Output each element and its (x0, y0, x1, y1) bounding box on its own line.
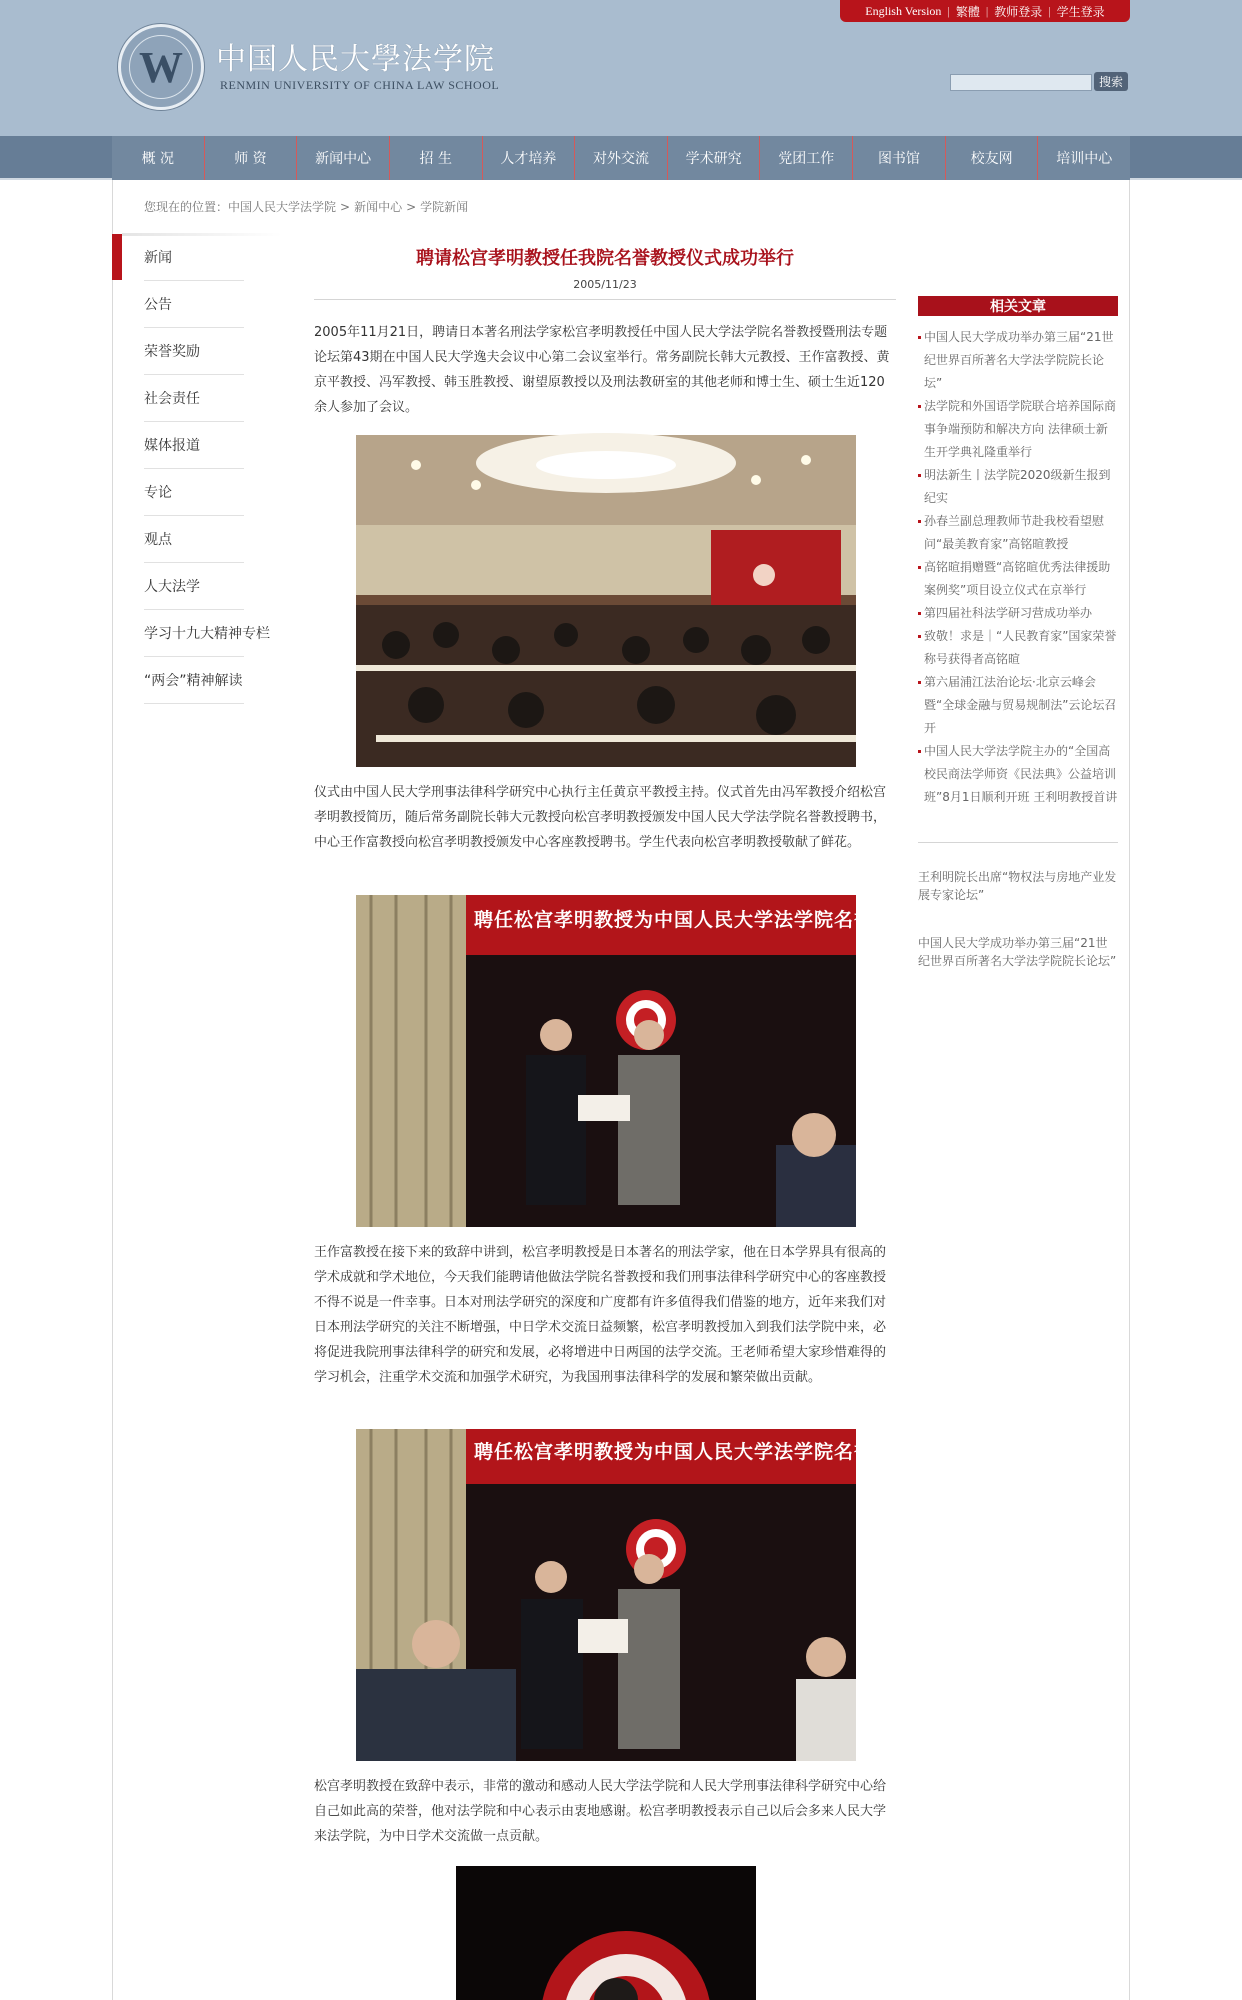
left-menu-19th-congress[interactable]: 学习十九大精神专栏 (144, 610, 244, 657)
breadcrumb-news-center[interactable]: 新闻中心 (354, 200, 403, 214)
nav-faculty[interactable]: 师 资 (205, 136, 298, 180)
related-article-link[interactable]: 明法新生丨法学院2020级新生报到纪实 (918, 464, 1118, 510)
breadcrumb (144, 198, 472, 215)
teacher-login-link[interactable]: 教师登录 (994, 4, 1043, 19)
nav-admission[interactable]: 招 生 (390, 136, 483, 180)
left-menu-essays[interactable]: 专论 (144, 469, 244, 516)
left-menu-ruc-law[interactable]: 人大法学 (144, 563, 244, 610)
breadcrumb-home[interactable]: 您现在的位置：中国人民大学法学院 (144, 200, 337, 214)
meeting-room-photo (356, 435, 856, 767)
seal-letter: W (129, 35, 193, 99)
school-name-title: 中国人民大學法学院 (216, 42, 495, 77)
left-menu-two-sessions[interactable]: “两会”精神解读 (144, 657, 244, 704)
left-menu-media[interactable]: 媒体报道 (144, 422, 244, 469)
nav-international[interactable]: 对外交流 (575, 136, 668, 180)
related-article-link[interactable]: 法学院和外国语学院联合培养国际商事争端预防和解决方向 法律硕士新生开学典礼隆重举行 (918, 395, 1118, 464)
nav-education[interactable]: 人才培养 (483, 136, 576, 180)
nav-alumni[interactable]: 校友网 (946, 136, 1039, 180)
main-nav (112, 136, 1130, 180)
related-extra-link-2[interactable]: 中国人民大学成功举办第三届“21世纪世界百所著名大学法学院院长论坛” (918, 936, 1117, 968)
nav-library[interactable]: 图书馆 (853, 136, 946, 180)
breadcrumb-sep: > (406, 200, 417, 214)
nav-overview[interactable]: 概 况 (112, 136, 205, 180)
left-menu-news[interactable]: 新闻 (144, 234, 244, 281)
top-links-bar: English Version | 繁體 | 教师登录 | 学生登录 (840, 0, 1130, 22)
english-version-link[interactable]: English Version (865, 3, 942, 18)
related-article-link[interactable]: 第六届浦江法治论坛·北京云峰会暨“全球金融与贸易规制法”云论坛召开 (918, 671, 1118, 740)
related-article-link[interactable]: 高铭暄捐赠暨“高铭暄优秀法律援助案例奖”项目设立仪式在京举行 (918, 556, 1118, 602)
ceremony-banner-1: 聘任松宫孝明教授为中国人民大学法学院名誉教授仪式 (474, 909, 955, 931)
site-header (0, 0, 1242, 136)
nav-party-work[interactable]: 党团工作 (760, 136, 853, 180)
article-date: 2005/11/23 (314, 278, 896, 300)
school-name-english: RENMIN UNIVERSITY OF CHINA LAW SCHOOL (220, 78, 500, 92)
related-extra-link-1[interactable]: 王利明院长出席“物权法与房地产业发展专家论坛” (918, 870, 1117, 902)
article-paragraph-2: 仪式由中国人民大学刑事法律科学研究中心执行主任黄京平教授主持。仪式首先由冯军教授介绍松宫孝明教授简历，随后常务副院长韩大元教授向松宫孝明教授颁发中国人民大学法学院名誉教授聘书，中心王作富教授向松宫孝明教授颁发中心客座教授聘书。学生代表向松宫孝明教授敬献了鲜花。 (314, 785, 887, 850)
nav-news-center[interactable]: 新闻中心 (297, 136, 390, 180)
article-title: 聘请松宫孝明教授任我院名誉教授仪式成功举行 (416, 248, 794, 269)
related-article-link[interactable]: 致敬！求是｜“人民教育家”国家荣誉称号获得者高铭暄 (918, 625, 1118, 671)
breadcrumb-sep: > (340, 200, 351, 214)
certificate-ceremony-photo-1 (356, 895, 955, 1227)
traditional-chinese-link[interactable]: 繁體 (955, 4, 980, 19)
main-nav-bar (0, 136, 1242, 180)
left-menu-social-responsibility[interactable]: 社会责任 (144, 375, 244, 422)
left-menu (112, 234, 302, 704)
article-paragraph-1: 2005年11月21日，聘请日本著名刑法学家松宫孝明教授任中国人民大学法学院名誉教授暨刑法专题论坛第43期在中国人民大学逸夫会议中心第二会议室举行。常务副院长韩大元教授、王作富教授、黄京平教授、冯军教授、韩玉胜教授、谢望原教授以及刑法教研室的其他老师和博士生、硕士生近120余人参加了会议。 (314, 325, 890, 415)
breadcrumb-school-news[interactable]: 学院新闻 (420, 200, 469, 214)
student-login-link[interactable]: 学生登录 (1056, 4, 1105, 19)
left-menu-notice[interactable]: 公告 (144, 281, 244, 328)
nav-training[interactable]: 培训中心 (1056, 151, 1113, 167)
left-menu-opinions[interactable]: 观点 (144, 516, 244, 563)
related-article-link[interactable]: 中国人民大学成功举办第三届“21世纪世界百所著名大学法学院院长论坛” (918, 326, 1118, 395)
left-menu-honors[interactable]: 荣誉奖励 (144, 328, 244, 375)
ceremony-banner-2: 聘任松宫孝明教授为中国人民大学法学院名誉教授仪式 (474, 1441, 955, 1463)
nav-research[interactable]: 学术研究 (668, 136, 761, 180)
related-article-link[interactable]: 第四届社科法学研习营成功举办 (918, 602, 1118, 625)
article-paragraph-4: 松宫孝明教授在致辞中表示，非常的激动和感动人民大学法学院和人民大学刑事法律科学研究中心给自己如此高的荣誉，他对法学院和中心表示由衷地感谢。松宫孝明教授表示自己以后会多来人民大学来法学院，为中日学术交流做一点贡献。 (314, 1779, 887, 1844)
school-seal-logo[interactable] (118, 24, 204, 110)
seal-closeup-photo (456, 1866, 756, 2000)
certificate-ceremony-photo-2 (356, 1429, 955, 1761)
search-button[interactable]: 搜索 (1094, 72, 1128, 91)
related-articles-list (918, 326, 1118, 809)
related-article-link[interactable]: 孙春兰副总理教师节赴我校看望慰问“最美教育家”高铭暄教授 (918, 510, 1118, 556)
related-divider (918, 842, 1118, 843)
related-article-link[interactable]: 中国人民大学法学院主办的“全国高校民商法学师资《民法典》公益培训班”8月1日顺利开班 王利明教授首讲 (918, 740, 1118, 809)
search-input[interactable] (950, 74, 1092, 91)
related-articles-heading: 相关文章 (918, 296, 1118, 316)
article-paragraph-3: 王作富教授在接下来的致辞中讲到，松宫孝明教授是日本著名的刑法学家，他在日本学界具有很高的学术成就和学术地位，今天我们能聘请他做法学院名誉教授和我们刑事法律科学研究中心的客座教授不得不说是一件幸事。日本对刑法学研究的深度和广度都有许多值得我们借鉴的地方，近年来我们对日本刑法学研究的关注不断增强，中日学术交流日益频繁，松宫孝明教授加入到我们法学院中来，必将促进我院刑事法律科学的研究和发展，必将增进中日两国的法学交流。王老师希望大家珍惜难得的学习机会，注重学术交流和加强学术研究，为我国刑事法律科学的发展和繁荣做出贡献。 (314, 1245, 887, 1385)
